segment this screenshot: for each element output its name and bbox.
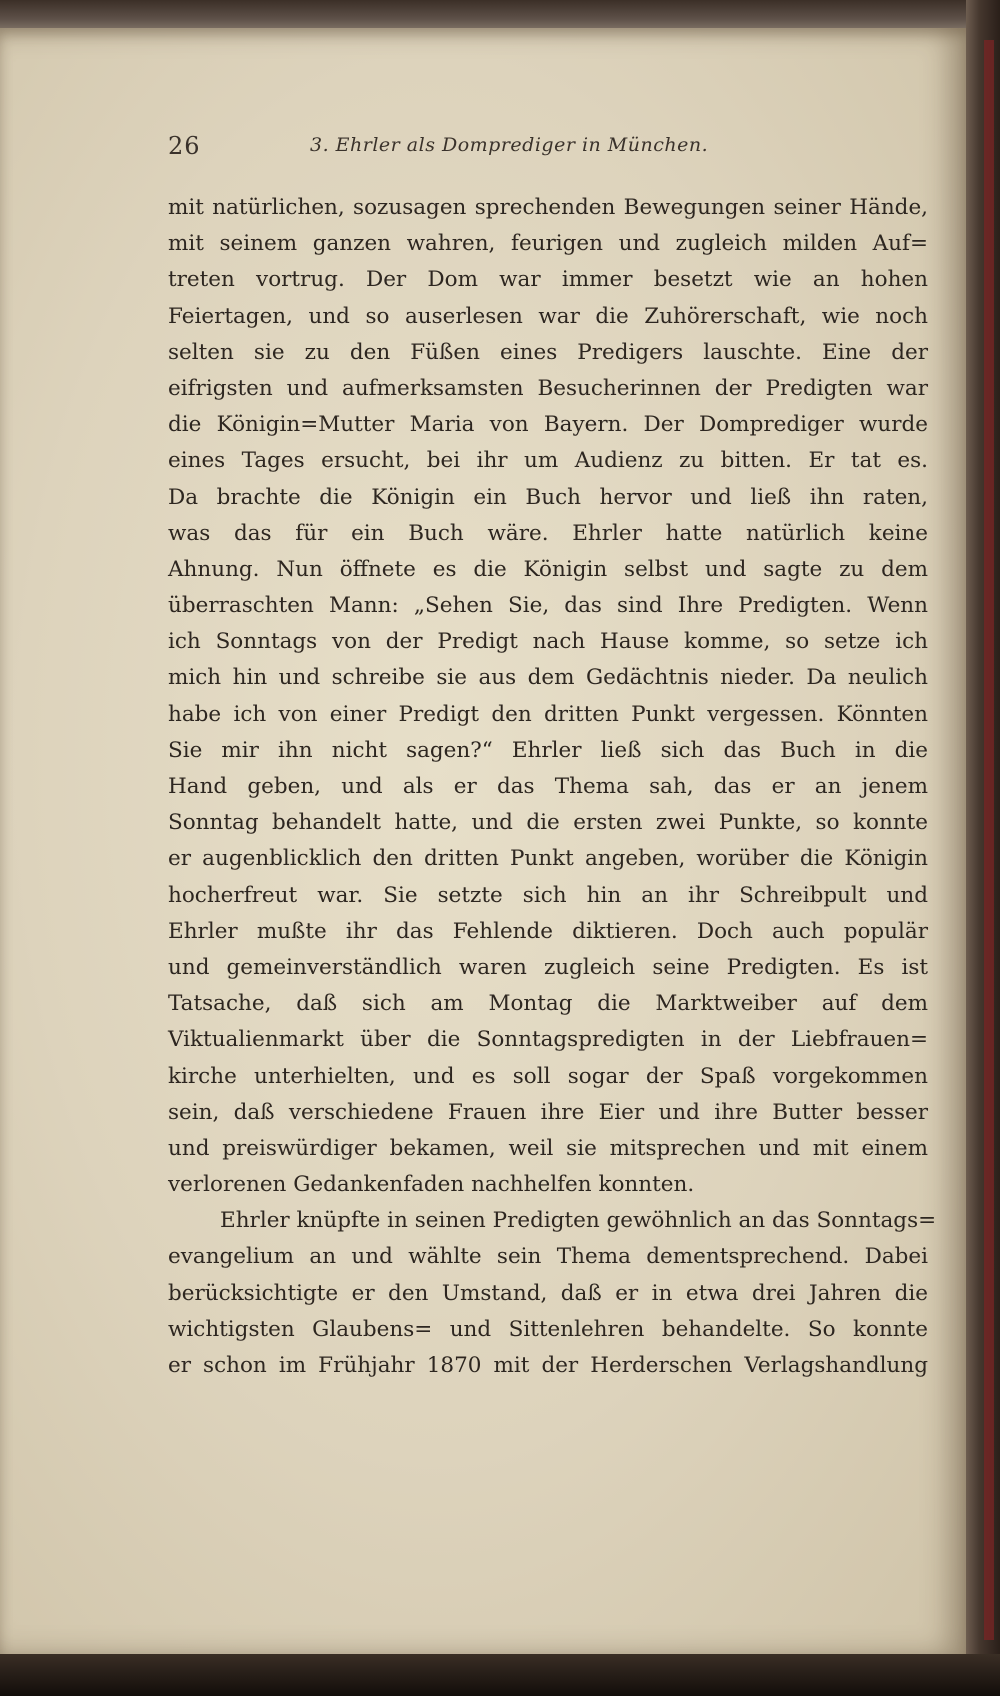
text-line: eines Tages ersucht, bei ihr um Audienz zu bitten. Er tat es. <box>168 448 928 474</box>
body-text <box>168 190 937 1384</box>
text-line: mit natürlichen, sozusagen sprechenden Bewegungen seiner Hände, <box>168 195 928 220</box>
text-line: Hand geben, und als er das Thema sah, das er an jenem <box>168 774 928 799</box>
chapter-title: 3. Ehrler als Domprediger in München. <box>310 134 709 156</box>
text-line: selten sie zu den Füßen eines Predigers lauschte. Eine der <box>168 339 928 365</box>
text-line: sein, daß verschiedene Frauen ihre Eier und ihre Butter besser <box>168 1099 928 1125</box>
text-line: eifrigsten und aufmerksamsten Besucherinnen der Predigten war <box>168 375 928 401</box>
book-spine-edge <box>966 0 1000 1696</box>
running-head <box>168 132 948 172</box>
text-line: er schon im Frühjahr 1870 mit der Herderschen Verlagshandlung <box>168 1353 928 1378</box>
text-line: hocherfreut war. Sie setzte sich hin an ihr Schreibpult und <box>168 882 928 908</box>
text-line: habe ich von einer Predigt den dritten Punkt vergessen. Könnten <box>168 701 928 727</box>
text-line: kirche unterhielten, und es soll sogar der Spaß vorgekommen <box>168 1063 928 1089</box>
text-line: Ehrler knüpfte in seinen Predigten gewöhnlich an das Sonntags= <box>220 1208 937 1234</box>
paragraph-1 <box>168 190 928 1203</box>
text-line: was das für ein Buch wäre. Ehrler hatte natürlich keine <box>168 520 928 546</box>
text-line: Ahnung. Nun öffnete es die Königin selbst und sagte zu dem <box>168 556 928 582</box>
text-line: überraschten Mann: „Sehen Sie, das sind Ihre Predigten. Wenn <box>168 593 928 619</box>
text-line: er augenblicklich den dritten Punkt angeben, worüber die Königin <box>168 846 928 872</box>
text-line: mit seinem ganzen wahren, feurigen und zugleich milden Auf= <box>168 231 928 257</box>
paragraph-2 <box>168 1203 937 1384</box>
text-line: Viktualienmarkt über die Sonntagspredigten in der Liebfrauen= <box>168 1027 928 1053</box>
book-bottom-edge <box>0 1654 1000 1696</box>
text-line: wichtigsten Glaubens= und Sittenlehren behandelte. So konnte <box>168 1316 928 1342</box>
text-line: und preiswürdiger bekamen, weil sie mitsprechen und mit einem <box>168 1135 928 1161</box>
text-line: mich hin und schreibe sie aus dem Gedächtnis nieder. Da neulich <box>168 665 928 691</box>
text-line: Da brachte die Königin ein Buch hervor und ließ ihn raten, <box>168 484 928 510</box>
text-line: verlorenen Gedankenfaden nachhelfen konnten. <box>168 1172 695 1198</box>
text-line: Ehrler mußte ihr das Fehlende diktieren. Doch auch populär <box>168 918 928 944</box>
text-line: evangelium an und wählte sein Thema dementsprechend. Dabei <box>168 1244 928 1270</box>
text-line: Sonntag behandelt hatte, und die ersten zwei Punkte, so konnte <box>168 810 928 836</box>
text-line: und gemeinverständlich waren zugleich seine Predigten. Es ist <box>168 954 928 980</box>
text-line: die Königin=Mutter Maria von Bayern. Der Domprediger wurde <box>168 412 928 438</box>
text-line: ich Sonntags von der Predigt nach Hause komme, so setze ich <box>168 629 928 655</box>
text-line: treten vortrug. Der Dom war immer besetzt wie an hohen <box>168 267 928 293</box>
text-line: Tatsache, daß sich am Montag die Marktweiber auf dem <box>168 991 928 1017</box>
binding-strip <box>984 40 994 1640</box>
text-line: berücksichtigte er den Umstand, daß er in etwa drei Jahren die <box>168 1280 928 1306</box>
page-number: 26 <box>168 132 201 160</box>
text-line: Sie mir ihn nicht sagen?“ Ehrler ließ sich das Buch in die <box>168 737 928 763</box>
text-line: Feiertagen, und so auserlesen war die Zuhörerschaft, wie noch <box>168 303 928 329</box>
